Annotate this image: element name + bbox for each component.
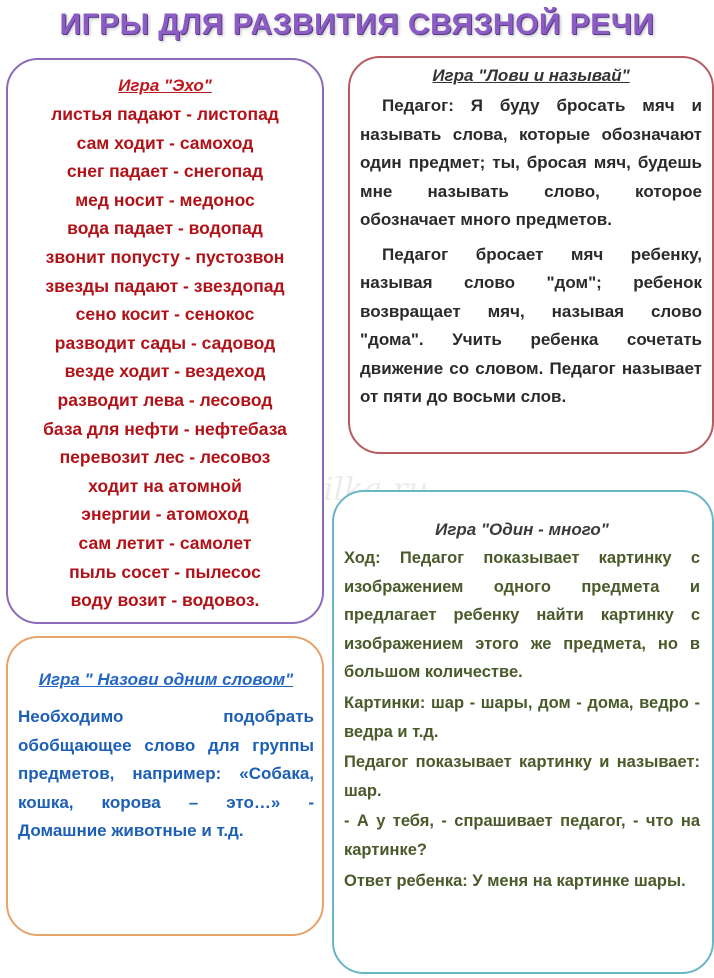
one-many-game-heading: Игра "Один - много" xyxy=(435,520,609,539)
one-word-game-card xyxy=(6,636,324,936)
catch-and-name-game-card xyxy=(348,56,714,454)
list-item: разводит сады - садовод xyxy=(54,332,276,353)
page-title: ИГРЫ ДЛЯ РАЗВИТИЯ СВЯЗНОЙ РЕЧИ xyxy=(59,8,655,41)
catch-game-paragraph-1: Педагог: Я буду бросать мяч и называть слова, которые обозначают один предмет; ты, бросая мяч, будешь мне называть слово, которое обозначает много предметов. xyxy=(360,96,702,229)
list-item: снег падает - снегопад xyxy=(66,161,264,182)
catch-game-paragraph-2: Педагог бросает мяч ребенку, называя слово "дом"; ребенок возвращает мяч, называя слово "дома". Учить ребенка сочетать движение со словом. Педагог называет от пяти до восьми слов. xyxy=(360,244,702,406)
list-item: вода падает - водопад xyxy=(67,218,263,239)
one-word-game-heading: Игра " Назови одним словом" xyxy=(38,670,294,689)
list-item: сам летит - самолет xyxy=(78,532,252,553)
one-many-paragraph-3: Педагог показывает картинку и называет: шар. xyxy=(344,753,700,800)
list-item: ходит на атомной xyxy=(88,475,242,496)
list-item: воду возит - водовоз. xyxy=(70,590,260,611)
list-item: звезды падают - звездопад xyxy=(45,275,285,296)
catch-game-heading: Игра "Лови и называй" xyxy=(432,66,630,85)
echo-word-list xyxy=(14,100,316,615)
one-many-paragraph-5: Ответ ребенка: У меня на картинке шары. xyxy=(344,871,686,890)
one-many-paragraph-2: Картинки: шар - шары, дом - дома, ведро - ведра и т.д. xyxy=(344,693,700,741)
one-many-paragraph-4: - А у тебя, - спрашивает педагог, - что на картинке? xyxy=(344,812,700,859)
list-item: перевозит лес - лесовоз xyxy=(59,447,271,468)
echo-game-card xyxy=(6,58,324,624)
list-item: сам ходит - самоход xyxy=(76,132,254,153)
list-item: разводит лева - лесовод xyxy=(57,389,273,410)
list-item: пыль сосет - пылесос xyxy=(69,561,261,582)
one-word-paragraph: Необходимо подобрать обобщающее слово для группы предметов, например: «Собака, кошка, корова – это…» - Домашние животные и т.д. xyxy=(18,707,314,840)
echo-game-heading: Игра "Эхо" xyxy=(118,76,212,95)
list-item: сено косит - сенокос xyxy=(75,304,255,325)
list-item: везде ходит - вездеход xyxy=(64,361,266,382)
list-item: энергии - атомоход xyxy=(81,504,249,525)
one-many-game-card xyxy=(332,490,714,974)
one-many-paragraph-1: Ход: Педагог показывает картинку с изображением одного предмета и предлагает ребенку найти картинку с изображением этого же предмета, но в большом количестве. xyxy=(344,549,700,682)
list-item: листья падают - листопад xyxy=(51,104,279,124)
list-item: звонит попусту - пустозвон xyxy=(45,246,285,267)
list-item: база для нефти - нефтебаза xyxy=(43,418,287,439)
list-item: мед носит - медонос xyxy=(75,189,255,210)
